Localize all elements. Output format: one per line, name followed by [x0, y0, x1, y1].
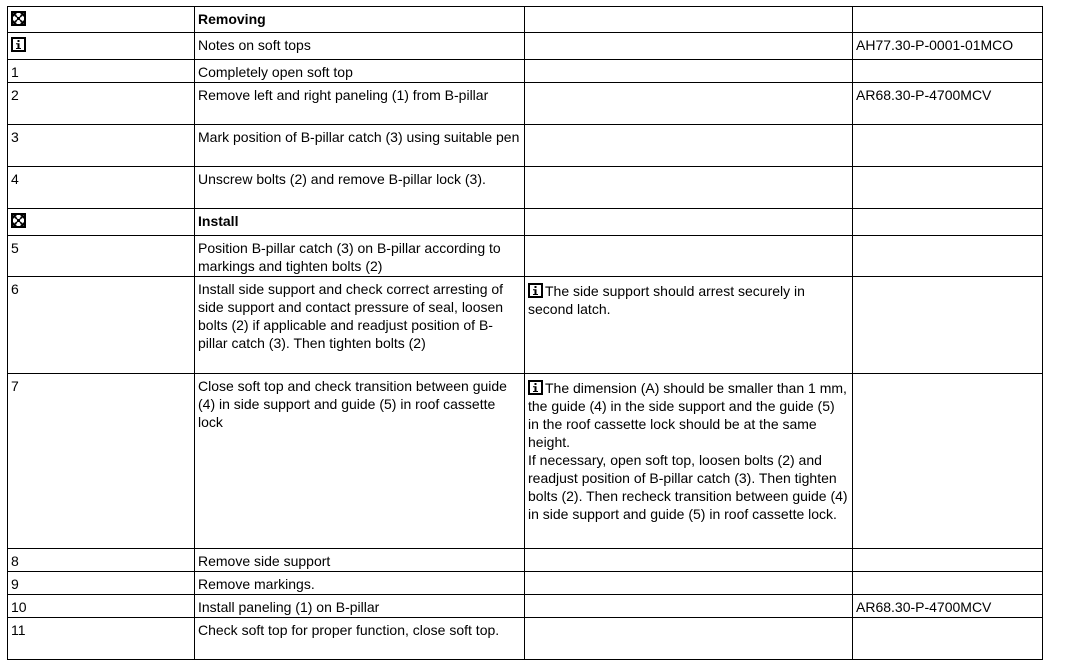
step-cell — [8, 83, 195, 125]
table-row — [8, 33, 1043, 60]
note-cell — [525, 618, 853, 660]
table-row — [8, 595, 1043, 618]
note-cell — [525, 374, 853, 549]
note-cell — [525, 7, 853, 33]
instruction-text: Install paneling (1) on B-pillar — [198, 599, 380, 615]
instruction-text: Check soft top for proper function, close soft top. — [198, 622, 500, 638]
reference-cell — [853, 60, 1043, 83]
table-row — [8, 167, 1043, 209]
step-cell — [8, 572, 195, 595]
instruction-cell — [195, 7, 525, 33]
note-paragraph — [528, 451, 849, 523]
note-cell — [525, 236, 853, 277]
procedure-table — [7, 6, 1043, 660]
note-text: If necessary, open soft top, loosen bolts (2) and readjust position of B-pillar catch (3). Then tighten bolts (2). Then recheck transition between guide (4) in side support and guide (5) in roof cassette lock. — [528, 452, 848, 522]
instruction-text: Install side support and check correct arresting of side support and contact pressure of seal, loosen bolts (2) if applicable and readjust position of B-pillar catch (3). Then tighten bolts (2) — [198, 281, 504, 351]
step-number: 6 — [11, 281, 19, 297]
procedure-icon — [11, 213, 26, 228]
instruction-text: Unscrew bolts (2) and remove B-pillar lock (3). — [198, 171, 486, 187]
note-text: The dimension (A) should be smaller than 1 mm, the guide (4) in the side support and the guide (5) in the roof cassette lock should be at the same height. — [528, 380, 847, 450]
instruction-cell — [195, 125, 525, 167]
reference-cell — [853, 209, 1043, 236]
instruction-cell — [195, 60, 525, 83]
step-number: 8 — [11, 553, 19, 569]
step-cell — [8, 60, 195, 83]
reference-cell — [853, 549, 1043, 572]
table-row — [8, 125, 1043, 167]
instruction-text: Mark position of B-pillar catch (3) using suitable pen — [198, 129, 520, 145]
step-cell — [8, 374, 195, 549]
step-number: 10 — [11, 599, 27, 615]
step-cell — [8, 595, 195, 618]
note-text: The side support should arrest securely in second latch. — [528, 283, 805, 317]
note-cell — [525, 209, 853, 236]
reference-cell — [853, 83, 1043, 125]
step-cell — [8, 277, 195, 374]
instruction-cell — [195, 595, 525, 618]
instruction-cell — [195, 618, 525, 660]
reference-cell — [853, 572, 1043, 595]
instruction-text: Close soft top and check transition between guide (4) in side support and guide (5) in roof cassette lock — [198, 378, 507, 430]
instruction-text: Notes on soft tops — [198, 37, 311, 53]
step-number: 3 — [11, 129, 19, 145]
section-heading: Removing — [198, 11, 266, 27]
procedure-icon — [11, 11, 26, 26]
step-number: 9 — [11, 576, 19, 592]
note-cell — [525, 60, 853, 83]
note-cell — [525, 125, 853, 167]
table-row — [8, 7, 1043, 33]
step-cell — [8, 7, 195, 33]
note-cell — [525, 572, 853, 595]
step-number: 1 — [11, 64, 19, 80]
table-row — [8, 209, 1043, 236]
step-number: 5 — [11, 240, 19, 256]
step-number: 11 — [11, 622, 26, 638]
instruction-cell — [195, 33, 525, 60]
table-row — [8, 60, 1043, 83]
instruction-cell — [195, 167, 525, 209]
instruction-text: Position B-pillar catch (3) on B-pillar according to markings and tighten bolts (2) — [198, 240, 501, 274]
procedure-table-body — [8, 7, 1043, 660]
info-icon — [11, 37, 26, 52]
section-heading: Install — [198, 213, 239, 229]
step-number: 2 — [11, 87, 19, 103]
note-paragraph — [528, 379, 849, 451]
reference-cell — [853, 595, 1043, 618]
reference-cell — [853, 7, 1043, 33]
note-cell — [525, 277, 853, 374]
step-cell — [8, 236, 195, 277]
reference-cell — [853, 167, 1043, 209]
instruction-cell — [195, 549, 525, 572]
step-cell — [8, 167, 195, 209]
table-row — [8, 572, 1043, 595]
table-row — [8, 374, 1043, 549]
reference-link[interactable]: AR68.30-P-4700MCV — [856, 599, 992, 615]
instruction-text: Remove left and right paneling (1) from B-pillar — [198, 87, 489, 103]
reference-link[interactable]: AR68.30-P-4700MCV — [856, 87, 992, 103]
instruction-cell — [195, 374, 525, 549]
step-cell — [8, 209, 195, 236]
step-cell — [8, 618, 195, 660]
reference-cell — [853, 125, 1043, 167]
instruction-text: Completely open soft top — [198, 64, 353, 80]
info-icon — [528, 380, 543, 395]
note-cell — [525, 167, 853, 209]
reference-cell — [853, 277, 1043, 374]
instruction-cell — [195, 83, 525, 125]
note-cell — [525, 83, 853, 125]
info-icon — [528, 283, 543, 298]
table-row — [8, 236, 1043, 277]
instruction-cell — [195, 236, 525, 277]
instruction-cell — [195, 572, 525, 595]
reference-cell — [853, 374, 1043, 549]
step-number: 4 — [11, 171, 19, 187]
table-row — [8, 618, 1043, 660]
reference-cell — [853, 618, 1043, 660]
reference-cell — [853, 33, 1043, 60]
reference-link[interactable]: AH77.30-P-0001-01MCO — [856, 37, 1014, 53]
note-paragraph — [528, 282, 849, 318]
note-cell — [525, 33, 853, 60]
step-cell — [8, 125, 195, 167]
step-number: 7 — [11, 378, 19, 394]
instruction-cell — [195, 209, 525, 236]
table-row — [8, 549, 1043, 572]
note-cell — [525, 549, 853, 572]
reference-cell — [853, 236, 1043, 277]
table-row — [8, 277, 1043, 374]
note-cell — [525, 595, 853, 618]
instruction-text: Remove side support — [198, 553, 331, 569]
step-cell — [8, 549, 195, 572]
instruction-text: Remove markings. — [198, 576, 315, 592]
step-cell — [8, 33, 195, 60]
table-row — [8, 83, 1043, 125]
instruction-cell — [195, 277, 525, 374]
